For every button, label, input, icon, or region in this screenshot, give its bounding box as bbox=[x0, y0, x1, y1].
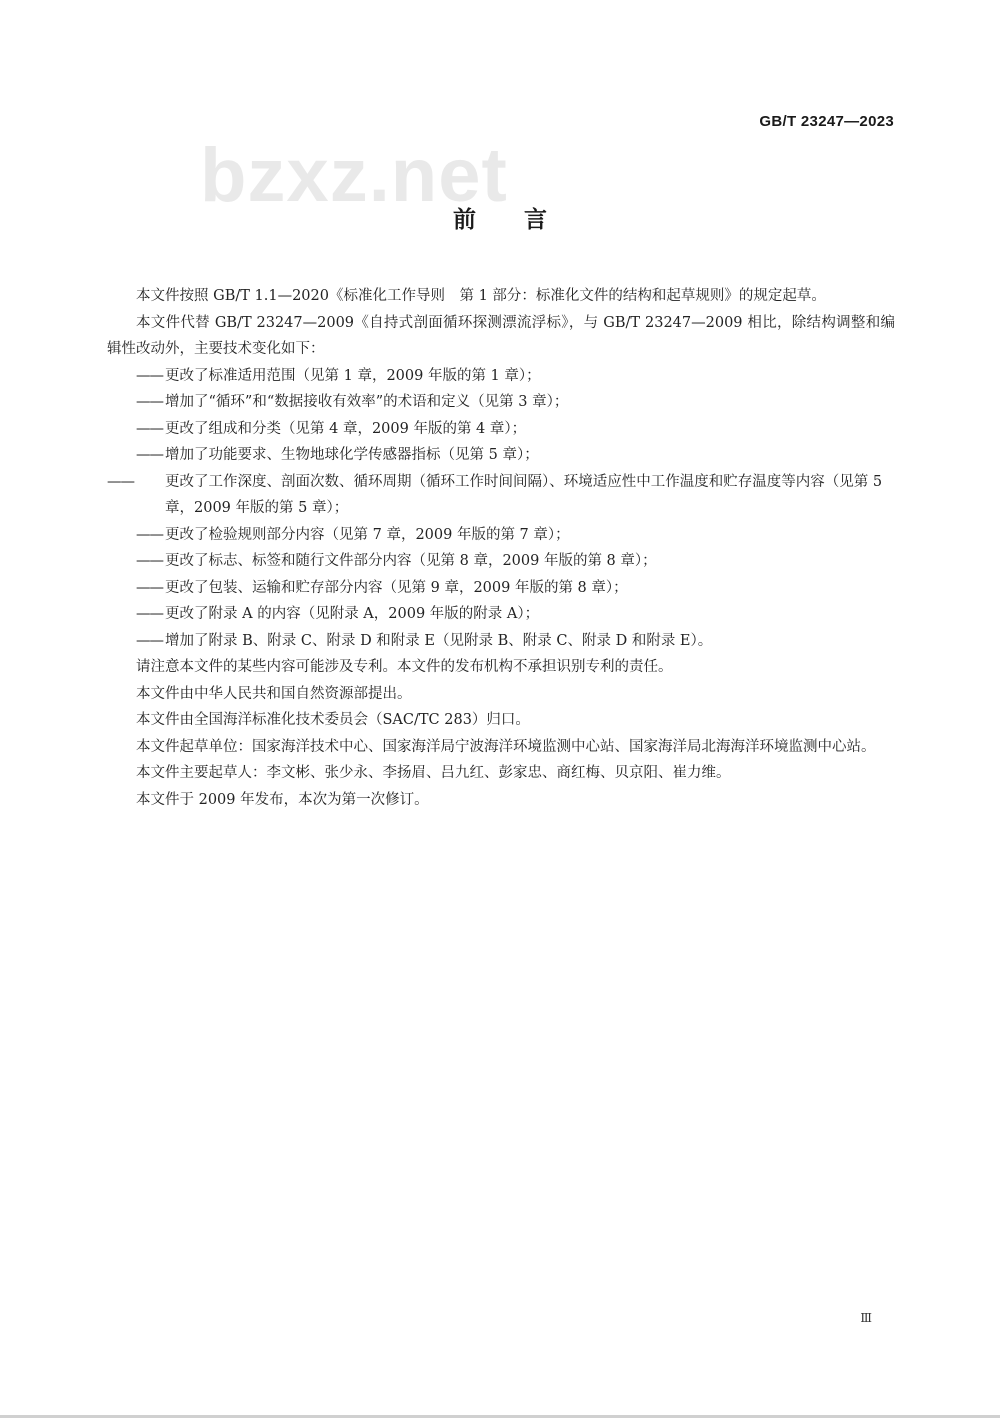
change-item-text: 更改了组成和分类（见第 4 章，2009 年版的第 4 章）； bbox=[165, 420, 527, 437]
change-item bbox=[107, 522, 895, 549]
change-item-text: 更改了检验规则部分内容（见第 7 章，2009 年版的第 7 章）； bbox=[165, 526, 570, 543]
page-number: Ⅲ bbox=[860, 1311, 872, 1325]
change-item-text: 更改了附录 A 的内容（见附录 A，2009 年版的附录 A）； bbox=[165, 606, 540, 622]
paragraph-drafting-units: 本文件起草单位：国家海洋技术中心、国家海洋局宁波海洋环境监测中心站、国家海洋局北海海洋环境监测中心站。 bbox=[136, 738, 876, 755]
change-item bbox=[107, 389, 895, 416]
dash-bullet: —— bbox=[136, 579, 163, 596]
change-item-text: 增加了“循环”和“数据接收有效率”的术语和定义（见第 3 章）； bbox=[165, 394, 569, 410]
paragraph-revision-history: 本文件于 2009 年发布，本次为第一次修订。 bbox=[136, 791, 429, 808]
document-body bbox=[107, 283, 895, 813]
change-item-text: 增加了附录 B、附录 C、附录 D 和附录 E（见附录 B、附录 C、附录 D 和附录 E）。 bbox=[165, 632, 713, 649]
change-item-text: 更改了包装、运输和贮存部分内容（见第 9 章，2009 年版的第 8 章）； bbox=[165, 579, 628, 596]
change-item-text: 更改了标准适用范围（见第 1 章，2009 年版的第 1 章）； bbox=[165, 367, 541, 384]
change-item bbox=[107, 628, 895, 655]
paragraph-committee: 本文件由全国海洋标准化技术委员会（SAC/TC 283）归口。 bbox=[136, 712, 530, 728]
change-item bbox=[107, 575, 895, 602]
change-item-text: 增加了功能要求、生物地球化学传感器指标（见第 5 章）； bbox=[165, 447, 539, 463]
dash-bullet: —— bbox=[107, 473, 134, 490]
paragraph-patent-notice: 请注意本文件的某些内容可能涉及专利。本文件的发布机构不承担识别专利的责任。 bbox=[136, 659, 673, 675]
dash-bullet: —— bbox=[136, 526, 163, 543]
dash-bullet: —— bbox=[136, 420, 163, 437]
paragraph-proposer: 本文件由中华人民共和国自然资源部提出。 bbox=[136, 685, 412, 702]
dash-bullet: —— bbox=[136, 632, 163, 649]
dash-bullet: —— bbox=[136, 367, 163, 384]
change-item bbox=[107, 601, 895, 628]
dash-bullet: —— bbox=[136, 553, 163, 569]
page-title: 前言 bbox=[453, 207, 595, 233]
paragraph-replaces: 本文件代替 GB/T 23247—2009《自持式剖面循环探测漂流浮标》，与 GB/T 23247—2009 相比，除结构调整和编辑性改动外，主要技术变化如下： bbox=[107, 314, 895, 357]
dash-bullet: —— bbox=[136, 447, 163, 463]
dash-bullet: —— bbox=[136, 606, 163, 622]
change-item bbox=[107, 442, 895, 469]
change-item-text: 更改了标志、标签和随行文件部分内容（见第 8 章，2009 年版的第 8 章）； bbox=[165, 553, 657, 569]
change-item bbox=[107, 469, 895, 522]
change-item-text: 更改了工作深度、剖面次数、循环周期（循环工作时间间隔）、环境适应性中工作温度和贮存温度等内容（见第 5 章，2009 年版的第 5 章）； bbox=[165, 473, 883, 516]
paragraph-drafting-rules: 本文件按照 GB/T 1.1—2020《标准化工作导则 第 1 部分：标准化文件的结构和起草规则》的规定起草。 bbox=[136, 288, 826, 304]
change-item bbox=[107, 548, 895, 575]
standard-number: GB/T 23247—2023 bbox=[759, 113, 894, 130]
dash-bullet: —— bbox=[136, 394, 163, 410]
paragraph-drafters: 本文件主要起草人：李文彬、张少永、李扬眉、吕九红、彭家忠、商红梅、贝京阳、崔力维。 bbox=[136, 765, 731, 781]
watermark: bzxz.net bbox=[200, 133, 508, 218]
change-item bbox=[107, 416, 895, 443]
change-item bbox=[107, 363, 895, 390]
